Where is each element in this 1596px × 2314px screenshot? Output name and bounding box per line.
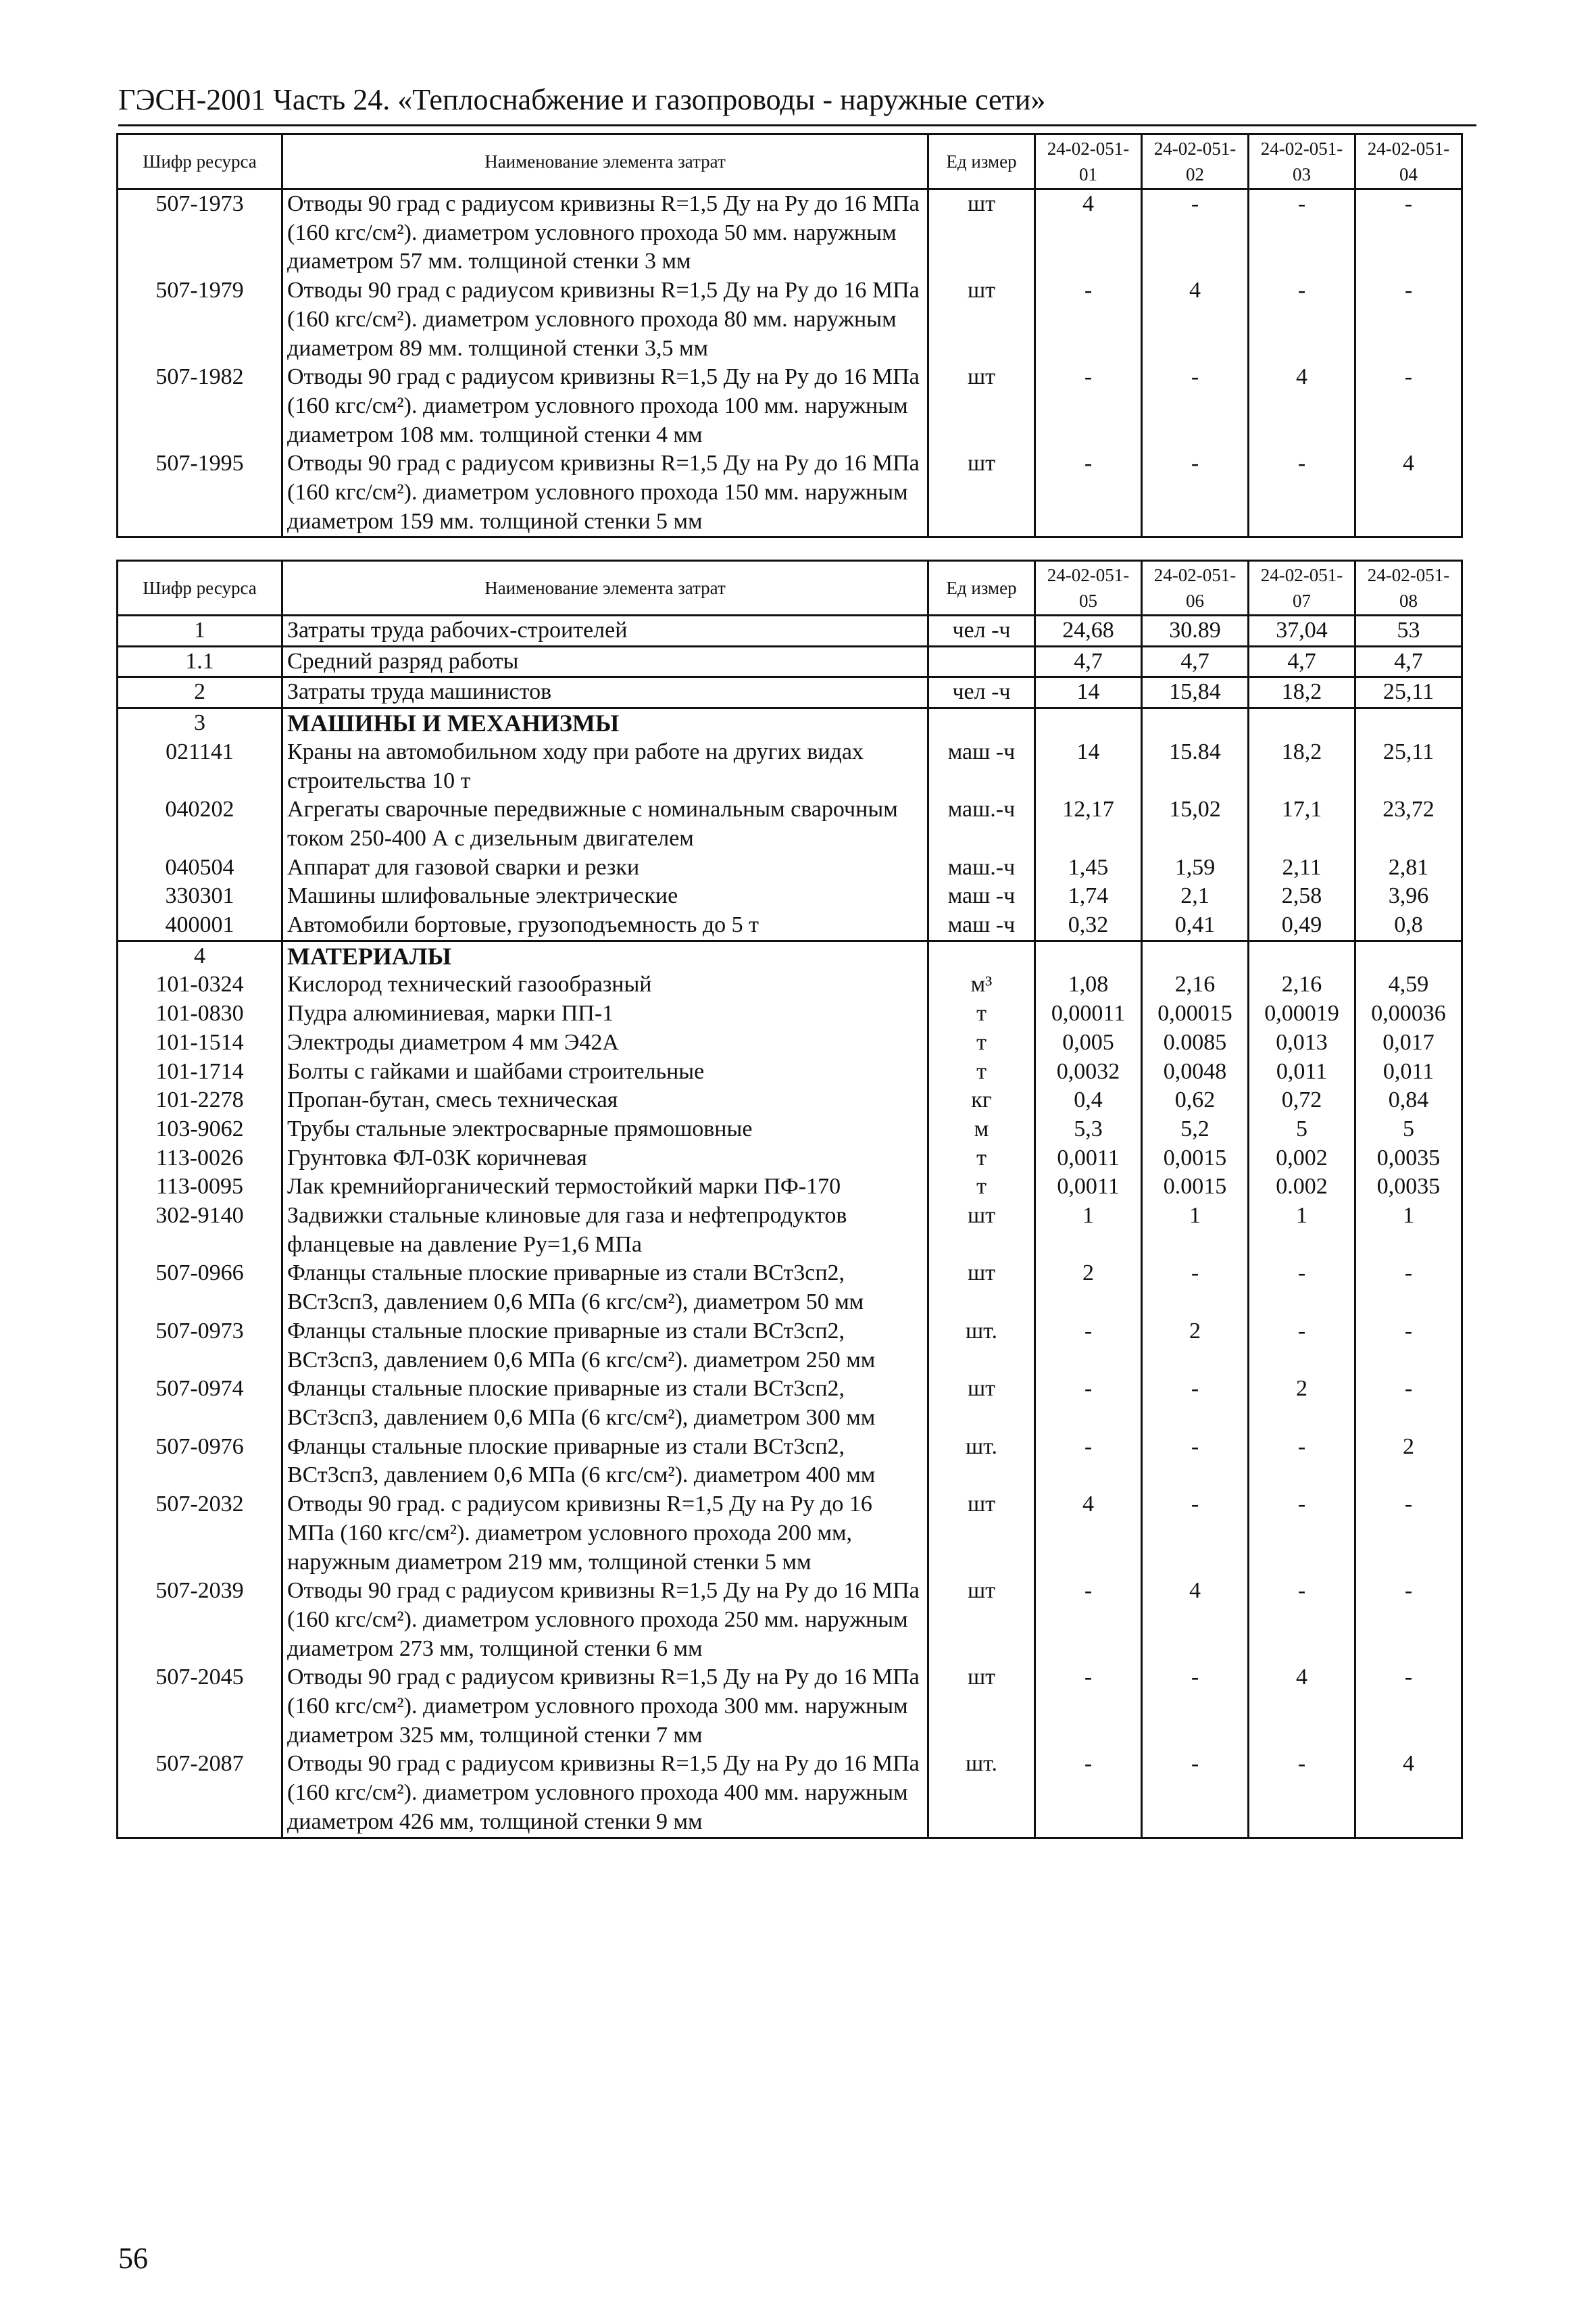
unit-cell: маш -ч xyxy=(928,911,1035,941)
value-cell: 0,0035 xyxy=(1355,1144,1462,1173)
value-cell: 4 xyxy=(1035,189,1142,277)
unit-cell: шт xyxy=(928,1663,1035,1750)
unit-cell xyxy=(928,708,1035,738)
value-cell: 25,11 xyxy=(1355,738,1462,795)
column-header: Шифр ресурса xyxy=(118,134,282,189)
column-header: 24-02-051-06 xyxy=(1142,561,1249,616)
value-cell: 0,84 xyxy=(1355,1086,1462,1115)
resource-name-cell: Фланцы стальные плоские приварные из стали ВСт3сп2, ВСт3сп3, давлением 0,6 МПа (6 кгс/см²). диаметром 400 мм xyxy=(282,1433,928,1490)
unit-cell: т xyxy=(928,1058,1035,1087)
value-cell: - xyxy=(1355,276,1462,363)
section-row xyxy=(118,941,1462,970)
table-row xyxy=(118,1750,1462,1838)
resource-name-cell: Задвижки стальные клиновые для газа и нефтепродуктов фланцевые на давление Ру=1,6 МПа xyxy=(282,1202,928,1259)
table-row xyxy=(118,677,1462,708)
value-cell: - xyxy=(1142,189,1249,277)
value-cell: 4,59 xyxy=(1355,970,1462,1000)
resource-name-cell: Грунтовка ФЛ-03К коричневая xyxy=(282,1144,928,1173)
resource-code-cell: 101-2278 xyxy=(118,1086,282,1115)
value-cell: 0,0011 xyxy=(1035,1144,1142,1173)
resource-code-cell: 507-0966 xyxy=(118,1259,282,1316)
table-row xyxy=(118,1115,1462,1144)
column-header: 24-02-051-04 xyxy=(1355,134,1462,189)
value-cell xyxy=(1142,708,1249,738)
resource-code-cell: 1 xyxy=(118,616,282,647)
value-cell: - xyxy=(1142,1259,1249,1316)
unit-cell: шт xyxy=(928,1490,1035,1577)
resource-code-cell: 507-1979 xyxy=(118,276,282,363)
resource-name-cell: Автомобили бортовые, грузоподъемность до 5 т xyxy=(282,911,928,941)
column-header: 24-02-051-05 xyxy=(1035,561,1142,616)
value-cell: - xyxy=(1142,1433,1249,1490)
resource-code-cell: 507-2039 xyxy=(118,1577,282,1663)
value-cell xyxy=(1035,708,1142,738)
value-cell: - xyxy=(1249,1490,1355,1577)
table-row xyxy=(118,795,1462,853)
value-cell: - xyxy=(1249,276,1355,363)
resource-name-cell: Пудра алюминиевая, марки ПП-1 xyxy=(282,1000,928,1029)
value-cell: 2 xyxy=(1249,1375,1355,1432)
value-cell: 0.0015 xyxy=(1142,1173,1249,1202)
value-cell: - xyxy=(1355,1317,1462,1375)
resource-code-cell: 101-0830 xyxy=(118,1000,282,1029)
value-cell: - xyxy=(1355,189,1462,277)
value-cell: 3,96 xyxy=(1355,882,1462,911)
value-cell: - xyxy=(1142,449,1249,537)
unit-cell: маш.-ч xyxy=(928,854,1035,883)
resource-name-cell: Болты с гайками и шайбами строительные xyxy=(282,1058,928,1087)
resource-code-cell: 040504 xyxy=(118,854,282,883)
value-cell: - xyxy=(1355,363,1462,449)
value-cell: - xyxy=(1035,276,1142,363)
table-row xyxy=(118,1375,1462,1432)
value-cell: - xyxy=(1355,1375,1462,1432)
resource-name-cell: МАШИНЫ И МЕХАНИЗМЫ xyxy=(282,708,928,738)
table-row xyxy=(118,1577,1462,1663)
resource-code-cell: 021141 xyxy=(118,738,282,795)
resource-name-cell: Фланцы стальные плоские приварные из стали ВСт3сп2, ВСт3сп3, давлением 0,6 МПа (6 кгс/см²), диаметром 300 мм xyxy=(282,1375,928,1432)
resource-code-cell: 040202 xyxy=(118,795,282,853)
unit-cell: шт xyxy=(928,1577,1035,1663)
value-cell: 4 xyxy=(1355,1750,1462,1838)
resource-name-cell: Отводы 90 град с радиусом кривизны R=1,5 Ду на Ру до 16 МПа (160 кгс/см²). диаметром условного прохода 80 мм. наружным диаметром 89 мм. толщиной стенки 3,5 мм xyxy=(282,276,928,363)
value-cell: 14 xyxy=(1035,677,1142,708)
value-cell: 1,08 xyxy=(1035,970,1142,1000)
value-cell: 1,74 xyxy=(1035,882,1142,911)
value-cell: 0,002 xyxy=(1249,1144,1355,1173)
unit-cell: маш -ч xyxy=(928,738,1035,795)
value-cell: - xyxy=(1035,363,1142,449)
value-cell: 0.002 xyxy=(1249,1173,1355,1202)
unit-cell: м xyxy=(928,1115,1035,1144)
value-cell: - xyxy=(1035,1577,1142,1663)
value-cell: 0,72 xyxy=(1249,1086,1355,1115)
value-cell: 2 xyxy=(1355,1433,1462,1490)
value-cell: - xyxy=(1249,1259,1355,1316)
table-row xyxy=(118,1490,1462,1577)
value-cell: 0,0011 xyxy=(1035,1173,1142,1202)
table-row xyxy=(118,1058,1462,1087)
unit-cell: т xyxy=(928,1173,1035,1202)
table-row xyxy=(118,1144,1462,1173)
value-cell: 4 xyxy=(1142,1577,1249,1663)
table-header-row xyxy=(118,561,1462,616)
value-cell: 0,00011 xyxy=(1035,1000,1142,1029)
resource-name-cell: Фланцы стальные плоские приварные из стали ВСт3сп2, ВСт3сп3, давлением 0,6 МПа (6 кгс/см²), диаметром 50 мм xyxy=(282,1259,928,1316)
table-row xyxy=(118,1317,1462,1375)
value-cell: 4,7 xyxy=(1355,646,1462,677)
unit-cell xyxy=(928,941,1035,970)
value-cell: 0,00015 xyxy=(1142,1000,1249,1029)
value-cell: 2 xyxy=(1142,1317,1249,1375)
value-cell: 0,0015 xyxy=(1142,1144,1249,1173)
table-row xyxy=(118,189,1462,277)
value-cell: 1,45 xyxy=(1035,854,1142,883)
value-cell: 0,8 xyxy=(1355,911,1462,941)
table-body xyxy=(118,189,1462,537)
resource-code-cell: 507-0973 xyxy=(118,1317,282,1375)
resource-name-cell: Отводы 90 град с радиусом кривизны R=1,5 Ду на Ру до 16 МПа (160 кгс/см²). диаметром условного прохода 300 мм. наружным диаметром 325 мм, толщиной стенки 7 мм xyxy=(282,1663,928,1750)
resource-code-cell: 507-1982 xyxy=(118,363,282,449)
value-cell: 1,59 xyxy=(1142,854,1249,883)
value-cell: 25,11 xyxy=(1355,677,1462,708)
table-row xyxy=(118,363,1462,449)
column-header: 24-02-051-07 xyxy=(1249,561,1355,616)
value-cell: 18,2 xyxy=(1249,738,1355,795)
value-cell: 23,72 xyxy=(1355,795,1462,853)
value-cell: 0,013 xyxy=(1249,1029,1355,1058)
value-cell: 4 xyxy=(1142,276,1249,363)
resource-code-cell: 507-1995 xyxy=(118,449,282,537)
value-cell: 2,16 xyxy=(1142,970,1249,1000)
value-cell: 1 xyxy=(1035,1202,1142,1259)
value-cell: 0,017 xyxy=(1355,1029,1462,1058)
resource-name-cell: МАТЕРИАЛЫ xyxy=(282,941,928,970)
resource-name-cell: Краны на автомобильном ходу при работе на других видах строительства 10 т xyxy=(282,738,928,795)
value-cell: 2,11 xyxy=(1249,854,1355,883)
table-header-row xyxy=(118,134,1462,189)
value-cell: - xyxy=(1035,1750,1142,1838)
resource-name-cell: Затраты труда машинистов xyxy=(282,677,928,708)
value-cell: 2,1 xyxy=(1142,882,1249,911)
unit-cell: шт xyxy=(928,1202,1035,1259)
value-cell: 0,32 xyxy=(1035,911,1142,941)
value-cell: - xyxy=(1249,1433,1355,1490)
value-cell: - xyxy=(1142,1750,1249,1838)
unit-cell: т xyxy=(928,1000,1035,1029)
value-cell: 1 xyxy=(1355,1202,1462,1259)
value-cell xyxy=(1035,941,1142,970)
value-cell: - xyxy=(1249,449,1355,537)
value-cell: 5,2 xyxy=(1142,1115,1249,1144)
value-cell: 2,58 xyxy=(1249,882,1355,911)
value-cell: - xyxy=(1035,1375,1142,1432)
column-header: Наименование элемента затрат xyxy=(282,134,928,189)
value-cell xyxy=(1249,941,1355,970)
table-row xyxy=(118,1433,1462,1490)
resource-name-cell: Средний разряд работы xyxy=(282,646,928,677)
value-cell: 0,0035 xyxy=(1355,1173,1462,1202)
resource-code-cell: 101-1714 xyxy=(118,1058,282,1087)
resource-name-cell: Лак кремнийорганический термостойкий марки ПФ-170 xyxy=(282,1173,928,1202)
resource-name-cell: Агрегаты сварочные передвижные с номинальным сварочным током 250-400 А с дизельным двигателем xyxy=(282,795,928,853)
unit-cell: шт. xyxy=(928,1750,1035,1838)
value-cell: 2,16 xyxy=(1249,970,1355,1000)
unit-cell: м³ xyxy=(928,970,1035,1000)
resource-name-cell: Трубы стальные электросварные прямошовные xyxy=(282,1115,928,1144)
table-row xyxy=(118,646,1462,677)
value-cell: 5,3 xyxy=(1035,1115,1142,1144)
column-header: 24-02-051-02 xyxy=(1142,134,1249,189)
value-cell: 0,41 xyxy=(1142,911,1249,941)
resource-name-cell: Аппарат для газовой сварки и резки xyxy=(282,854,928,883)
resource-table-1 xyxy=(116,133,1463,538)
resource-code-cell: 1.1 xyxy=(118,646,282,677)
resource-name-cell: Отводы 90 град с радиусом кривизны R=1,5 Ду на Ру до 16 МПа (160 кгс/см²). диаметром условного прохода 250 мм. наружным диаметром 273 мм, толщиной стенки 6 мм xyxy=(282,1577,928,1663)
table-row xyxy=(118,1029,1462,1058)
value-cell: 0,011 xyxy=(1355,1058,1462,1087)
table-row xyxy=(118,616,1462,647)
resource-code-cell: 103-9062 xyxy=(118,1115,282,1144)
unit-cell: шт. xyxy=(928,1433,1035,1490)
resource-code-cell: 507-0976 xyxy=(118,1433,282,1490)
value-cell: 18,2 xyxy=(1249,677,1355,708)
value-cell: 17,1 xyxy=(1249,795,1355,853)
value-cell: 0,011 xyxy=(1249,1058,1355,1087)
table-row xyxy=(118,1202,1462,1259)
unit-cell: маш -ч xyxy=(928,882,1035,911)
resource-name-cell: Отводы 90 град с радиусом кривизны R=1,5 Ду на Ру до 16 МПа (160 кгс/см²). диаметром условного прохода 100 мм. наружным диаметром 108 мм. толщиной стенки 4 мм xyxy=(282,363,928,449)
resource-code-cell: 330301 xyxy=(118,882,282,911)
value-cell xyxy=(1142,941,1249,970)
value-cell: 4 xyxy=(1249,363,1355,449)
value-cell: - xyxy=(1142,1490,1249,1577)
value-cell: 5 xyxy=(1355,1115,1462,1144)
unit-cell: маш.-ч xyxy=(928,795,1035,853)
unit-cell: шт xyxy=(928,1259,1035,1316)
resource-code-cell: 507-2087 xyxy=(118,1750,282,1838)
table-row xyxy=(118,882,1462,911)
value-cell: 15,02 xyxy=(1142,795,1249,853)
resource-code-cell: 3 xyxy=(118,708,282,738)
value-cell: 4 xyxy=(1249,1663,1355,1750)
resource-code-cell: 113-0095 xyxy=(118,1173,282,1202)
value-cell: - xyxy=(1249,189,1355,277)
resource-name-cell: Кислород технический газообразный xyxy=(282,970,928,1000)
value-cell: 0,00036 xyxy=(1355,1000,1462,1029)
value-cell: 0,49 xyxy=(1249,911,1355,941)
value-cell: - xyxy=(1035,1663,1142,1750)
value-cell: - xyxy=(1035,449,1142,537)
resource-name-cell: Отводы 90 град. с радиусом кривизны R=1,5 Ду на Ру до 16 МПа (160 кгс/см²). диаметром условного прохода 200 мм, наружным диаметром 219 мм, толщиной стенки 5 мм xyxy=(282,1490,928,1577)
resource-code-cell: 507-2032 xyxy=(118,1490,282,1577)
resource-name-cell: Отводы 90 град с радиусом кривизны R=1,5 Ду на Ру до 16 МПа (160 кгс/см²). диаметром условного прохода 400 мм. наружным диаметром 426 мм, толщиной стенки 9 мм xyxy=(282,1750,928,1838)
table-row xyxy=(118,970,1462,1000)
value-cell: - xyxy=(1355,1259,1462,1316)
section-row xyxy=(118,708,1462,738)
value-cell: 0,00019 xyxy=(1249,1000,1355,1029)
value-cell: 1 xyxy=(1249,1202,1355,1259)
unit-cell: шт xyxy=(928,189,1035,277)
column-header: 24-02-051-01 xyxy=(1035,134,1142,189)
value-cell: 14 xyxy=(1035,738,1142,795)
value-cell: - xyxy=(1035,1317,1142,1375)
value-cell xyxy=(1249,708,1355,738)
resource-code-cell: 101-0324 xyxy=(118,970,282,1000)
value-cell: 0,0032 xyxy=(1035,1058,1142,1087)
table-row xyxy=(118,1086,1462,1115)
table-row xyxy=(118,1000,1462,1029)
column-header: 24-02-051-08 xyxy=(1355,561,1462,616)
value-cell: 0,005 xyxy=(1035,1029,1142,1058)
table-row xyxy=(118,1173,1462,1202)
value-cell: 30.89 xyxy=(1142,616,1249,647)
resource-name-cell: Фланцы стальные плоские приварные из стали ВСт3сп2, ВСт3сп3, давлением 0,6 МПа (6 кгс/см²). диаметром 250 мм xyxy=(282,1317,928,1375)
column-header: Ед измер xyxy=(928,134,1035,189)
resource-code-cell: 4 xyxy=(118,941,282,970)
value-cell: 0.0085 xyxy=(1142,1029,1249,1058)
value-cell: 4,7 xyxy=(1249,646,1355,677)
value-cell: - xyxy=(1355,1577,1462,1663)
value-cell: 12,17 xyxy=(1035,795,1142,853)
value-cell: - xyxy=(1035,1433,1142,1490)
unit-cell: шт xyxy=(928,449,1035,537)
resource-name-cell: Отводы 90 град с радиусом кривизны R=1,5 Ду на Ру до 16 МПа (160 кгс/см²). диаметром условного прохода 150 мм. наружным диаметром 159 мм. толщиной стенки 5 мм xyxy=(282,449,928,537)
value-cell: 53 xyxy=(1355,616,1462,647)
value-cell: - xyxy=(1355,1490,1462,1577)
table-body xyxy=(118,616,1462,1838)
value-cell: 0,0048 xyxy=(1142,1058,1249,1087)
table-row xyxy=(118,449,1462,537)
unit-cell: т xyxy=(928,1144,1035,1173)
value-cell: 24,68 xyxy=(1035,616,1142,647)
resource-code-cell: 113-0026 xyxy=(118,1144,282,1173)
value-cell: 1 xyxy=(1142,1202,1249,1259)
table-row xyxy=(118,854,1462,883)
value-cell: - xyxy=(1142,1663,1249,1750)
value-cell: 4,7 xyxy=(1035,646,1142,677)
value-cell: 15.84 xyxy=(1142,738,1249,795)
value-cell: - xyxy=(1355,1663,1462,1750)
value-cell: 4,7 xyxy=(1142,646,1249,677)
value-cell: - xyxy=(1142,1375,1249,1432)
table-row xyxy=(118,738,1462,795)
value-cell: 0,4 xyxy=(1035,1086,1142,1115)
unit-cell: чел -ч xyxy=(928,677,1035,708)
resource-code-cell: 507-1973 xyxy=(118,189,282,277)
table-row xyxy=(118,1259,1462,1316)
value-cell: - xyxy=(1249,1577,1355,1663)
page-number: 56 xyxy=(118,2242,148,2275)
unit-cell: кг xyxy=(928,1086,1035,1115)
column-header: Шифр ресурса xyxy=(118,561,282,616)
unit-cell: т xyxy=(928,1029,1035,1058)
value-cell: 5 xyxy=(1249,1115,1355,1144)
table-row xyxy=(118,911,1462,941)
page-header: ГЭСН-2001 Часть 24. «Теплоснабжение и газопроводы - наружные сети» xyxy=(118,80,1476,126)
value-cell: 2,81 xyxy=(1355,854,1462,883)
unit-cell: шт xyxy=(928,363,1035,449)
resource-code-cell: 2 xyxy=(118,677,282,708)
unit-cell: шт xyxy=(928,276,1035,363)
value-cell: 4 xyxy=(1355,449,1462,537)
value-cell: 2 xyxy=(1035,1259,1142,1316)
resource-name-cell: Отводы 90 град с радиусом кривизны R=1,5 Ду на Ру до 16 МПа (160 кгс/см²). диаметром условного прохода 50 мм. наружным диаметром 57 мм. толщиной стенки 3 мм xyxy=(282,189,928,277)
value-cell: - xyxy=(1249,1317,1355,1375)
value-cell xyxy=(1355,708,1462,738)
unit-cell: чел -ч xyxy=(928,616,1035,647)
resource-code-cell: 507-0974 xyxy=(118,1375,282,1432)
resource-code-cell: 302-9140 xyxy=(118,1202,282,1259)
resource-table-2 xyxy=(116,560,1463,1839)
column-header: Ед измер xyxy=(928,561,1035,616)
column-header: Наименование элемента затрат xyxy=(282,561,928,616)
unit-cell: шт. xyxy=(928,1317,1035,1375)
resource-name-cell: Электроды диаметром 4 мм Э42А xyxy=(282,1029,928,1058)
value-cell: 37,04 xyxy=(1249,616,1355,647)
table-row xyxy=(118,276,1462,363)
value-cell xyxy=(1355,941,1462,970)
table-row xyxy=(118,1663,1462,1750)
unit-cell xyxy=(928,646,1035,677)
value-cell: - xyxy=(1142,363,1249,449)
value-cell: - xyxy=(1249,1750,1355,1838)
value-cell: 4 xyxy=(1035,1490,1142,1577)
column-header: 24-02-051-03 xyxy=(1249,134,1355,189)
resource-code-cell: 507-2045 xyxy=(118,1663,282,1750)
resource-name-cell: Затраты труда рабочих-строителей xyxy=(282,616,928,647)
unit-cell: шт xyxy=(928,1375,1035,1432)
resource-code-cell: 400001 xyxy=(118,911,282,941)
value-cell: 15,84 xyxy=(1142,677,1249,708)
value-cell: 0,62 xyxy=(1142,1086,1249,1115)
resource-name-cell: Пропан-бутан, смесь техническая xyxy=(282,1086,928,1115)
resource-code-cell: 101-1514 xyxy=(118,1029,282,1058)
resource-name-cell: Машины шлифовальные электрические xyxy=(282,882,928,911)
